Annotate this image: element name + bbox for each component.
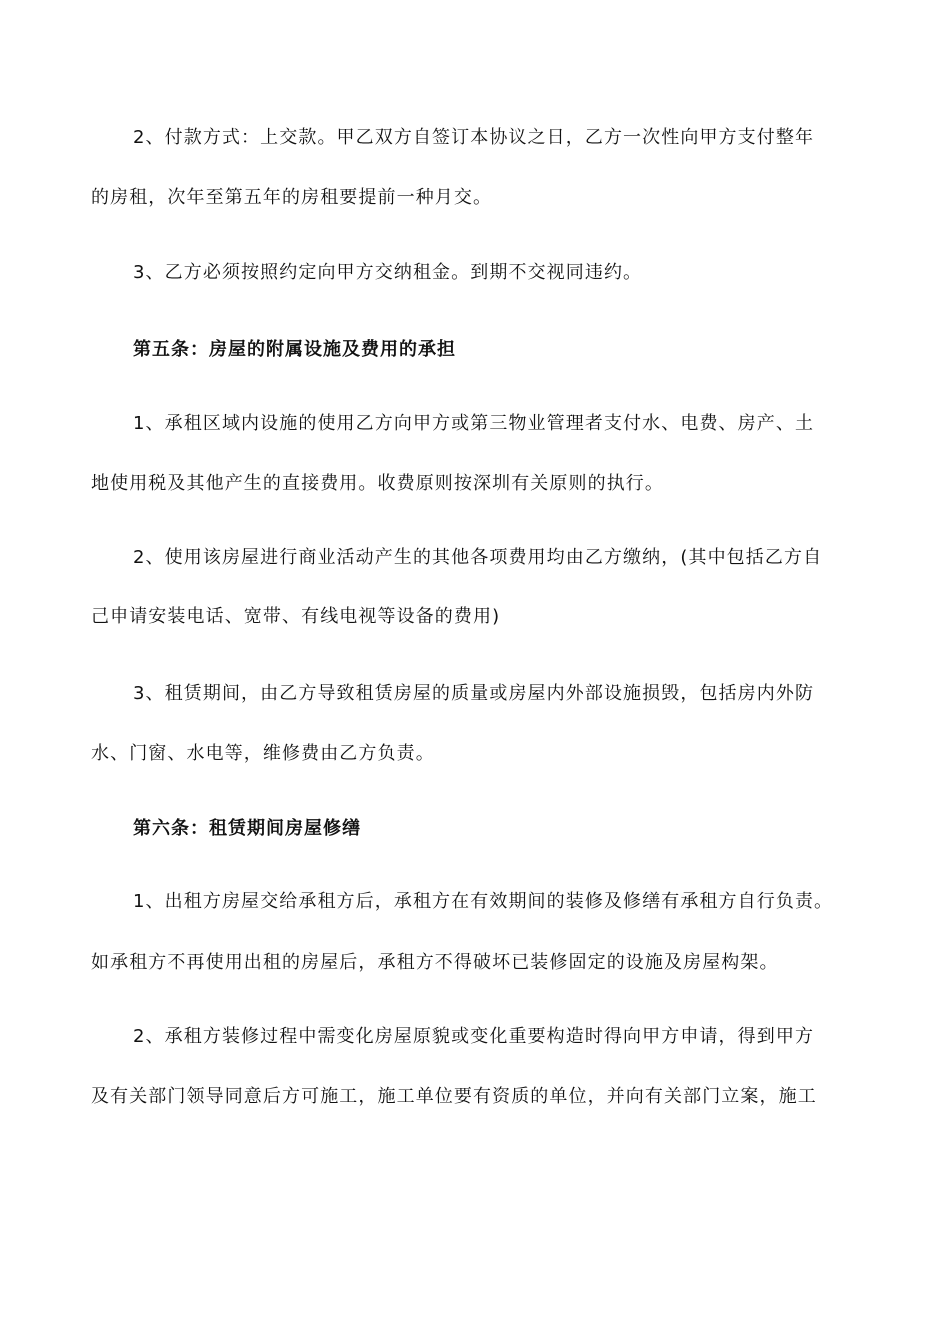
article-5-heading: 第五条：房屋的附属设施及费用的承担 (133, 339, 456, 360)
article-5-item-2-line-1: 2、使用该房屋进行商业活动产生的其他各项费用均由乙方缴纳，(其中包括乙方自 (133, 547, 823, 568)
article-6-item-2-line-1: 2、承租方装修过程中需变化房屋原貌或变化重要构造时得向甲方申请，得到甲方 (133, 1026, 815, 1047)
article-6-item-2-line-2: 及有关部门领导同意后方可施工，施工单位要有资质的单位，并向有关部门立案，施工 (91, 1086, 817, 1107)
article-6-item-1-line-1: 1、出租方房屋交给承租方后，承租方在有效期间的装修及修缮有承租方自行负责。 (133, 891, 834, 912)
article-5-item-3-line-1: 3、租赁期间，由乙方导致租赁房屋的质量或房屋内外部设施损毁，包括房内外防 (133, 683, 815, 704)
clause-3-rent-line: 3、乙方必须按照约定向甲方交纳租金。到期不交视同违约。 (133, 262, 643, 283)
clause-2-payment-line-1: 2、付款方式：上交款。甲乙双方自签订本协议之日，乙方一次性向甲方支付整年 (133, 127, 815, 148)
clause-2-payment-line-2: 的房租，次年至第五年的房租要提前一种月交。 (91, 187, 493, 208)
article-6-heading: 第六条：租赁期间房屋修缮 (133, 818, 361, 839)
article-5-item-1-line-2: 地使用税及其他产生的直接费用。收费原则按深圳有关原则的执行。 (91, 473, 664, 494)
article-5-item-3-line-2: 水、门窗、水电等，维修费由乙方负责。 (91, 743, 435, 764)
article-5-item-1-line-1: 1、承租区域内设施的使用乙方向甲方或第三物业管理者支付水、电费、房产、土 (133, 413, 815, 434)
article-5-item-2-line-2: 己申请安装电话、宽带、有线电视等设备的费用) (91, 606, 501, 627)
article-6-item-1-line-2: 如承租方不再使用出租的房屋后，承租方不得破坏已装修固定的设施及房屋构架。 (91, 952, 779, 973)
